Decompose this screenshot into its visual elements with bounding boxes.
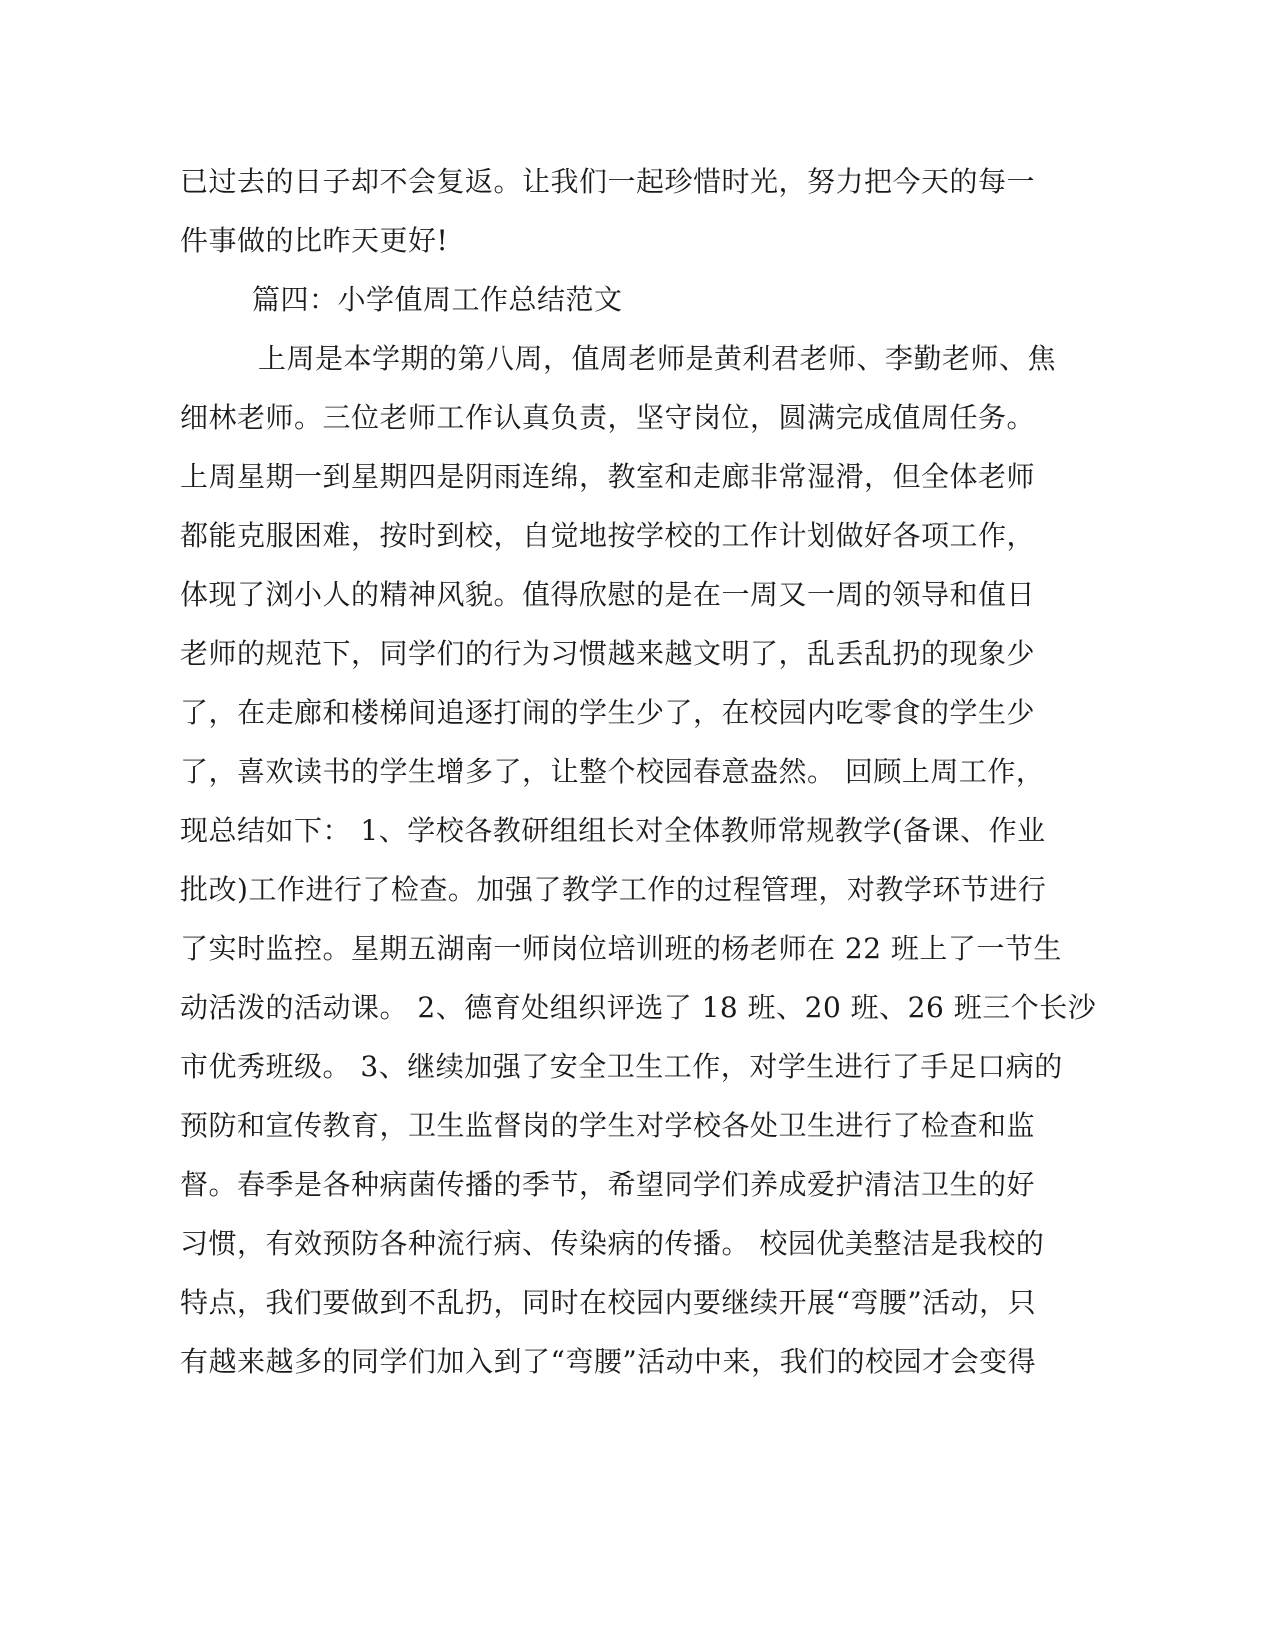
text-line: 习惯，有效预防各种流行病、传染病的传播。 校园优美整洁是我校的 (180, 1227, 1045, 1260)
text-line: 件事做的比昨天更好! (180, 224, 449, 257)
text-line: 预防和宣传教育，卫生监督岗的学生对学校各处卫生进行了检查和监 (180, 1109, 1036, 1142)
section-heading: 篇四：小学值周工作总结范文 (252, 283, 623, 316)
paragraph-first-line: 上周是本学期的第八周，值周老师是黄利君老师、李勤老师、焦 (258, 342, 1057, 375)
text-line: 已过去的日子却不会复返。让我们一起珍惜时光，努力把今天的每一 (180, 165, 1036, 198)
text-line: 了，喜欢读书的学生增多了，让整个校园春意盎然。 回顾上周工作， (180, 755, 1045, 788)
text-line: 了实时监控。星期五湖南一师岗位培训班的杨老师在 22 班上了一节生 (180, 932, 1062, 965)
text-line: 批改)工作进行了检查。加强了教学工作的过程管理，对教学环节进行 (180, 873, 1047, 906)
text-line: 老师的规范下，同学们的行为习惯越来越文明了，乱丢乱扔的现象少 (180, 637, 1036, 670)
text-line: 上周星期一到星期四是阴雨连绵，教室和走廊非常湿滑，但全体老师 (180, 460, 1036, 493)
text-line: 了，在走廊和楼梯间追逐打闹的学生少了，在校园内吃零食的学生少 (180, 696, 1036, 729)
text-line: 督。春季是各种病菌传播的季节，希望同学们养成爱护清洁卫生的好 (180, 1168, 1036, 1201)
text-line: 特点，我们要做到不乱扔，同时在校园内要继续开展“弯腰”活动，只 (180, 1286, 1037, 1319)
text-line: 有越来越多的同学们加入到了“弯腰”活动中来，我们的校园才会变得 (180, 1345, 1037, 1378)
text-line: 体现了浏小人的精神风貌。值得欣慰的是在一周又一周的领导和值日 (180, 578, 1036, 611)
text-line: 都能克服困难，按时到校，自觉地按学校的工作计划做好各项工作， (180, 519, 1036, 552)
text-line: 动活泼的活动课。 2、德育处组织评选了 18 班、20 班、26 班三个长沙 (180, 991, 1097, 1024)
text-line: 市优秀班级。 3、继续加强了安全卫生工作，对学生进行了手足口病的 (180, 1050, 1063, 1083)
text-line: 现总结如下： 1、学校各教研组组长对全体教师常规教学(备课、作业 (180, 814, 1046, 847)
text-line: 细林老师。三位老师工作认真负责，坚守岗位，圆满完成值周任务。 (180, 401, 1036, 434)
